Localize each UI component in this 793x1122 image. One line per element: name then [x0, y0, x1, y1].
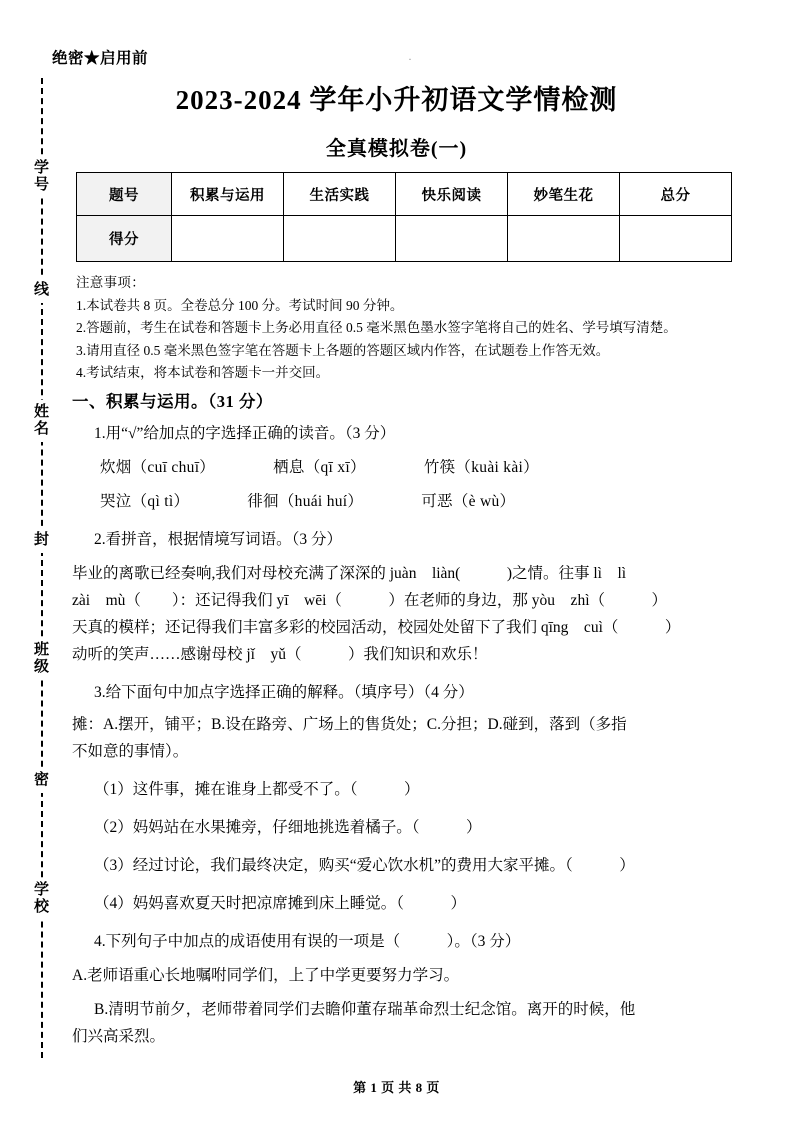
page-footer: 第 1 页 共 8 页	[353, 1080, 440, 1095]
question-4-stem[interactable]: 4.下列句子中加点的成语使用有误的一项是（ ）。（3 分）	[94, 933, 521, 950]
question-2-body-4[interactable]: 动听的笑声……感谢母校 jǐ yǔ（ ）我们知识和欢乐！	[72, 646, 488, 663]
question-2-body-3[interactable]: 天真的模样；还记得我们丰富多彩的校园活动，校园处处留下了我们 qīng cuì（ ）	[72, 619, 681, 636]
question-3-item-3[interactable]: （3）经过讨论，我们最终决定，购买“爱心饮水机”的费用大家平摊。（ ）	[94, 857, 635, 874]
secret-label: 绝密★启用前	[52, 50, 149, 67]
score-table-col-4: 总分	[620, 173, 732, 216]
score-cell-3[interactable]	[508, 216, 620, 262]
score-cell-4[interactable]	[620, 216, 732, 262]
seal-label-student-id: 学号	[28, 156, 56, 198]
question-3-item-4[interactable]: （4）妈妈喜欢夏天时把凉席摊到床上睡觉。（ ）	[94, 895, 467, 912]
score-table-col-3: 妙笔生花	[508, 173, 620, 216]
section-1-title: 一、积累与运用。（31 分）	[72, 392, 273, 411]
score-cell-2[interactable]	[396, 216, 508, 262]
seal-label-class: 班级	[28, 638, 56, 680]
decorative-dot: ·	[408, 52, 412, 66]
score-cell-0[interactable]	[172, 216, 284, 262]
table-row	[77, 216, 732, 262]
table-row	[77, 173, 732, 216]
seal-label-line: 线	[28, 278, 56, 303]
question-3-item-2[interactable]: （2）妈妈站在水果摊旁，仔细地挑选着橘子。（ ）	[94, 819, 482, 836]
q1-item-2[interactable]: 栖息（qī xī）	[273, 459, 366, 476]
page-title: 2023-2024 学年小升初语文学情检测	[175, 85, 618, 115]
question-3-explain-2: 不如意的事情）。	[72, 743, 189, 760]
question-1-line-1	[72, 454, 744, 481]
question-3-stem: 3.给下面句中加点字选择正确的解释。（填序号）（4 分）	[94, 684, 474, 701]
q1-item-6[interactable]: 可恶（è wù）	[421, 493, 516, 510]
seal-strip	[28, 78, 56, 1058]
page-subtitle: 全真模拟卷(一)	[325, 138, 468, 160]
exam-content	[72, 388, 744, 1050]
score-table-col-2: 快乐阅读	[396, 173, 508, 216]
notice-line-1: 1.本试卷共 8 页。全卷总分 100 分。考试时间 90 分钟。	[76, 297, 404, 313]
question-2-body-1[interactable]: 毕业的离歌已经奏响,我们对母校充满了深深的 juàn liàn( )之情。往事 lì lì	[72, 565, 627, 582]
seal-label-mi: 密	[28, 768, 56, 793]
score-table-row-header-0: 题号	[77, 173, 172, 216]
score-table	[76, 172, 732, 262]
notice-line-4: 4.考试结束，将本试卷和答题卡一并交回。	[76, 365, 330, 380]
seal-label-feng: 封	[28, 528, 56, 553]
question-3-item-1[interactable]: （1）这件事，摊在谁身上都受不了。（ ）	[94, 781, 420, 798]
notice-title: 注意事项：	[76, 275, 145, 290]
notice-block	[76, 272, 736, 385]
q1-item-3[interactable]: 竹筷（kuài kài）	[423, 459, 539, 476]
score-table-col-0: 积累与运用	[172, 173, 284, 216]
question-2-stem: 2.看拼音，根据情境写词语。（3 分）	[94, 531, 343, 548]
notice-line-3: 3.请用直径 0.5 毫米黑色签字笔在答题卡上各题的答题区域内作答，在试题卷上作答无效。	[76, 342, 610, 358]
question-4-option-a[interactable]: A.老师语重心长地嘱咐同学们，上了中学更要努力学习。	[72, 967, 460, 984]
seal-label-school: 学校	[28, 878, 56, 920]
q1-item-1[interactable]: 炊烟（cuī chuī）	[100, 459, 216, 476]
score-table-row-header-1: 得分	[77, 216, 172, 262]
score-cell-1[interactable]	[284, 216, 396, 262]
question-3-explain-1: 摊：A.摆开，铺平；B.设在路旁、广场上的售货处；C.分担；D.碰到，落到（多指	[72, 716, 627, 733]
question-1-line-2	[72, 488, 744, 515]
q1-item-5[interactable]: 徘徊（huái huí）	[247, 493, 364, 510]
score-table-col-1: 生活实践	[284, 173, 396, 216]
question-2-body-2[interactable]: zài mù（ ）：还记得我们 yī wēi（ ）在老师的身边，那 yòu zhì（ ）	[72, 592, 667, 609]
question-1-stem: 1.用“√”给加点的字选择正确的读音。（3 分）	[94, 425, 396, 442]
notice-line-2: 2.答题前，考生在试卷和答题卡上务必用直径 0.5 毫米黑色墨水签字笔将自己的姓名、学号填写清楚。	[76, 320, 677, 335]
q1-item-4[interactable]: 哭泣（qì tì）	[100, 493, 190, 510]
question-4-option-b[interactable]: B.清明节前夕，老师带着同学们去瞻仰董存瑞革命烈士纪念馆。离开的时候，他	[94, 1001, 636, 1018]
question-4-option-b-cont: 们兴高采烈。	[72, 1028, 166, 1045]
seal-label-name: 姓名	[28, 400, 56, 442]
